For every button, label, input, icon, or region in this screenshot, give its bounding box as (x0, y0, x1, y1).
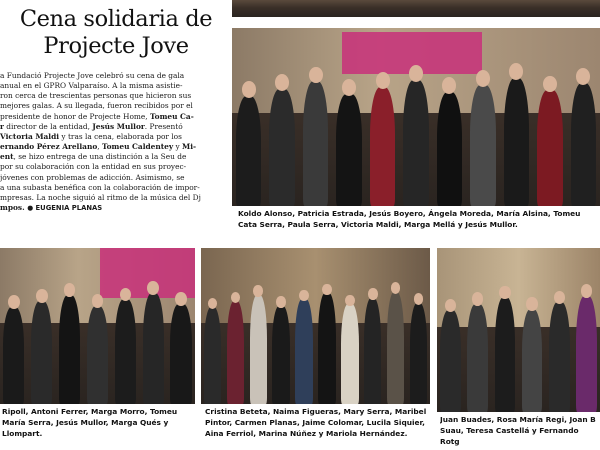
byline: ● EUGENIA PLANAS (27, 204, 103, 213)
body-run: mpresas. La noche siguió al ritmo de la música del Dj (0, 192, 201, 202)
body-run: , (97, 142, 102, 152)
body-run: Mi- (182, 142, 197, 152)
body-run: r (0, 121, 4, 131)
person-figure (170, 304, 191, 404)
person-head (376, 72, 390, 89)
person-figure (59, 295, 80, 404)
person-figure (440, 310, 461, 412)
person-head (36, 289, 48, 303)
person-head (581, 284, 592, 298)
person-head (345, 295, 355, 306)
body-line (0, 183, 222, 193)
bottom-left-photo (0, 248, 195, 404)
body-line (0, 142, 222, 152)
body-run: anual en el GPRO Valparaíso. A la misma asistie- (0, 81, 183, 91)
body-run: y (173, 142, 183, 152)
person-head (8, 295, 20, 309)
person-figure (370, 87, 395, 206)
headline-line-2: Projecte Jove (43, 33, 189, 59)
person-figure (143, 293, 164, 404)
body-line (0, 203, 222, 213)
person-figure (341, 304, 358, 404)
person-figure (204, 307, 221, 404)
person-figure (495, 297, 516, 412)
person-figure (303, 81, 328, 206)
person-figure (250, 295, 267, 404)
person-head (253, 285, 263, 296)
person-head (309, 67, 323, 84)
person-figure (227, 301, 244, 404)
body-line (0, 132, 222, 142)
body-run: Victoria Maldi (0, 131, 60, 141)
bottom-middle-photo (201, 248, 430, 404)
person-figure (549, 302, 570, 412)
body-run: Tomeu Caldentey (101, 142, 174, 152)
person-figure (410, 303, 427, 404)
bottom-right-photo (437, 248, 600, 412)
body-run: ent (0, 152, 14, 162)
person-head (275, 74, 289, 91)
person-figure (318, 293, 335, 404)
person-figure (87, 306, 108, 404)
body-run: a Fundació Projecte Jove celebró su cena de gala (0, 71, 185, 80)
top-strip-photo (232, 0, 600, 17)
body-run: Tomeu Ca- (150, 111, 194, 121)
person-figure (387, 292, 404, 404)
body-line (0, 122, 222, 132)
person-head (368, 288, 378, 299)
bottom-middle-caption: Cristina Beteta, Naima Figueras, Mary Serra, Maribel Pintor, Carmen Planas, Jaime Colomar, Lucila Siquier, Aina Ferriol, Marina Núñez y Mariola Hernández. (205, 407, 427, 438)
person-figure (504, 78, 529, 206)
headline (0, 6, 232, 60)
person-head (342, 79, 356, 96)
body-run: a una subasta benéfica con la colaboración de impor- (0, 182, 200, 192)
person-head (242, 81, 256, 98)
headline-line-1: Cena solidaria de (19, 6, 213, 32)
person-figure (571, 83, 596, 206)
body-run: ernando Pérez Arellano (0, 142, 98, 152)
person-head (554, 291, 565, 305)
body-run: . Presentó (144, 121, 183, 131)
person-figure (295, 299, 312, 404)
person-head (476, 70, 490, 87)
person-figure (31, 301, 52, 404)
body-run: por su colaboración con la entidad en sus proyec- (0, 162, 187, 172)
person-figure (576, 296, 597, 412)
person-figure (522, 309, 543, 412)
bottom-right-caption: Juan Buades, Rosa María Regi, Joan B Suau, Teresa Castellá y Fernando Rotg (440, 415, 596, 446)
person-figure (470, 85, 495, 206)
person-figure (467, 304, 488, 412)
body-run: presidente de honor de Projecte Home, (0, 111, 150, 121)
body-line (0, 162, 222, 172)
person-figure (115, 299, 136, 404)
person-figure (537, 90, 562, 206)
main-photo (232, 28, 600, 206)
body-run: jóvenes con problemas de adicción. Asimismo, se (0, 172, 185, 182)
body-run: ron cerca de trescientas personas que hicieron sus (0, 91, 192, 101)
body-line (0, 91, 222, 101)
person-head (391, 282, 401, 293)
person-head (231, 292, 241, 303)
person-figure (272, 306, 289, 404)
person-figure (336, 94, 361, 206)
person-figure (437, 92, 462, 206)
person-head (526, 297, 537, 311)
person-figure (269, 89, 294, 206)
body-run: director de la entidad, (3, 121, 93, 131)
person-head (92, 294, 104, 308)
body-line (0, 101, 222, 111)
person-head (543, 76, 557, 93)
person-head (414, 293, 424, 304)
body-line (0, 152, 222, 162)
body-line (0, 112, 222, 122)
body-run: , se hizo entrega de una distinción a la Seu de (13, 152, 187, 162)
person-figure (403, 80, 428, 206)
body-line (0, 81, 222, 91)
article-body (0, 71, 222, 213)
bottom-left-caption: Ripoll, Antoni Ferrer, Marga Morro, Tomeu María Serra, Jesús Mullor, Marga Qués y Llompart. (2, 407, 178, 438)
body-run: y tras la cena, elaborada por los (59, 131, 182, 141)
person-head (276, 296, 286, 307)
main-photo-caption: Koldo Alonso, Patricia Estrada, Jesús Boyero, Ángela Moreda, María Alsina, Tomeu Cata Serra, Paula Serra, Victoria Maldi, Marga Mellá y Jesús Mullor. (238, 209, 581, 229)
body-run: Jesús Mullor (92, 121, 145, 131)
body-run: mejores galas. A su llegada, fueron recibidos por el (0, 101, 193, 111)
person-head (499, 286, 510, 300)
person-head (322, 284, 332, 295)
body-line (0, 71, 222, 81)
body-line (0, 173, 222, 183)
person-figure (236, 96, 261, 206)
body-line (0, 193, 222, 203)
person-head (409, 65, 423, 82)
body-run: mpos. (0, 203, 28, 213)
person-figure (3, 307, 24, 404)
person-head (175, 292, 187, 306)
person-figure (364, 298, 381, 404)
